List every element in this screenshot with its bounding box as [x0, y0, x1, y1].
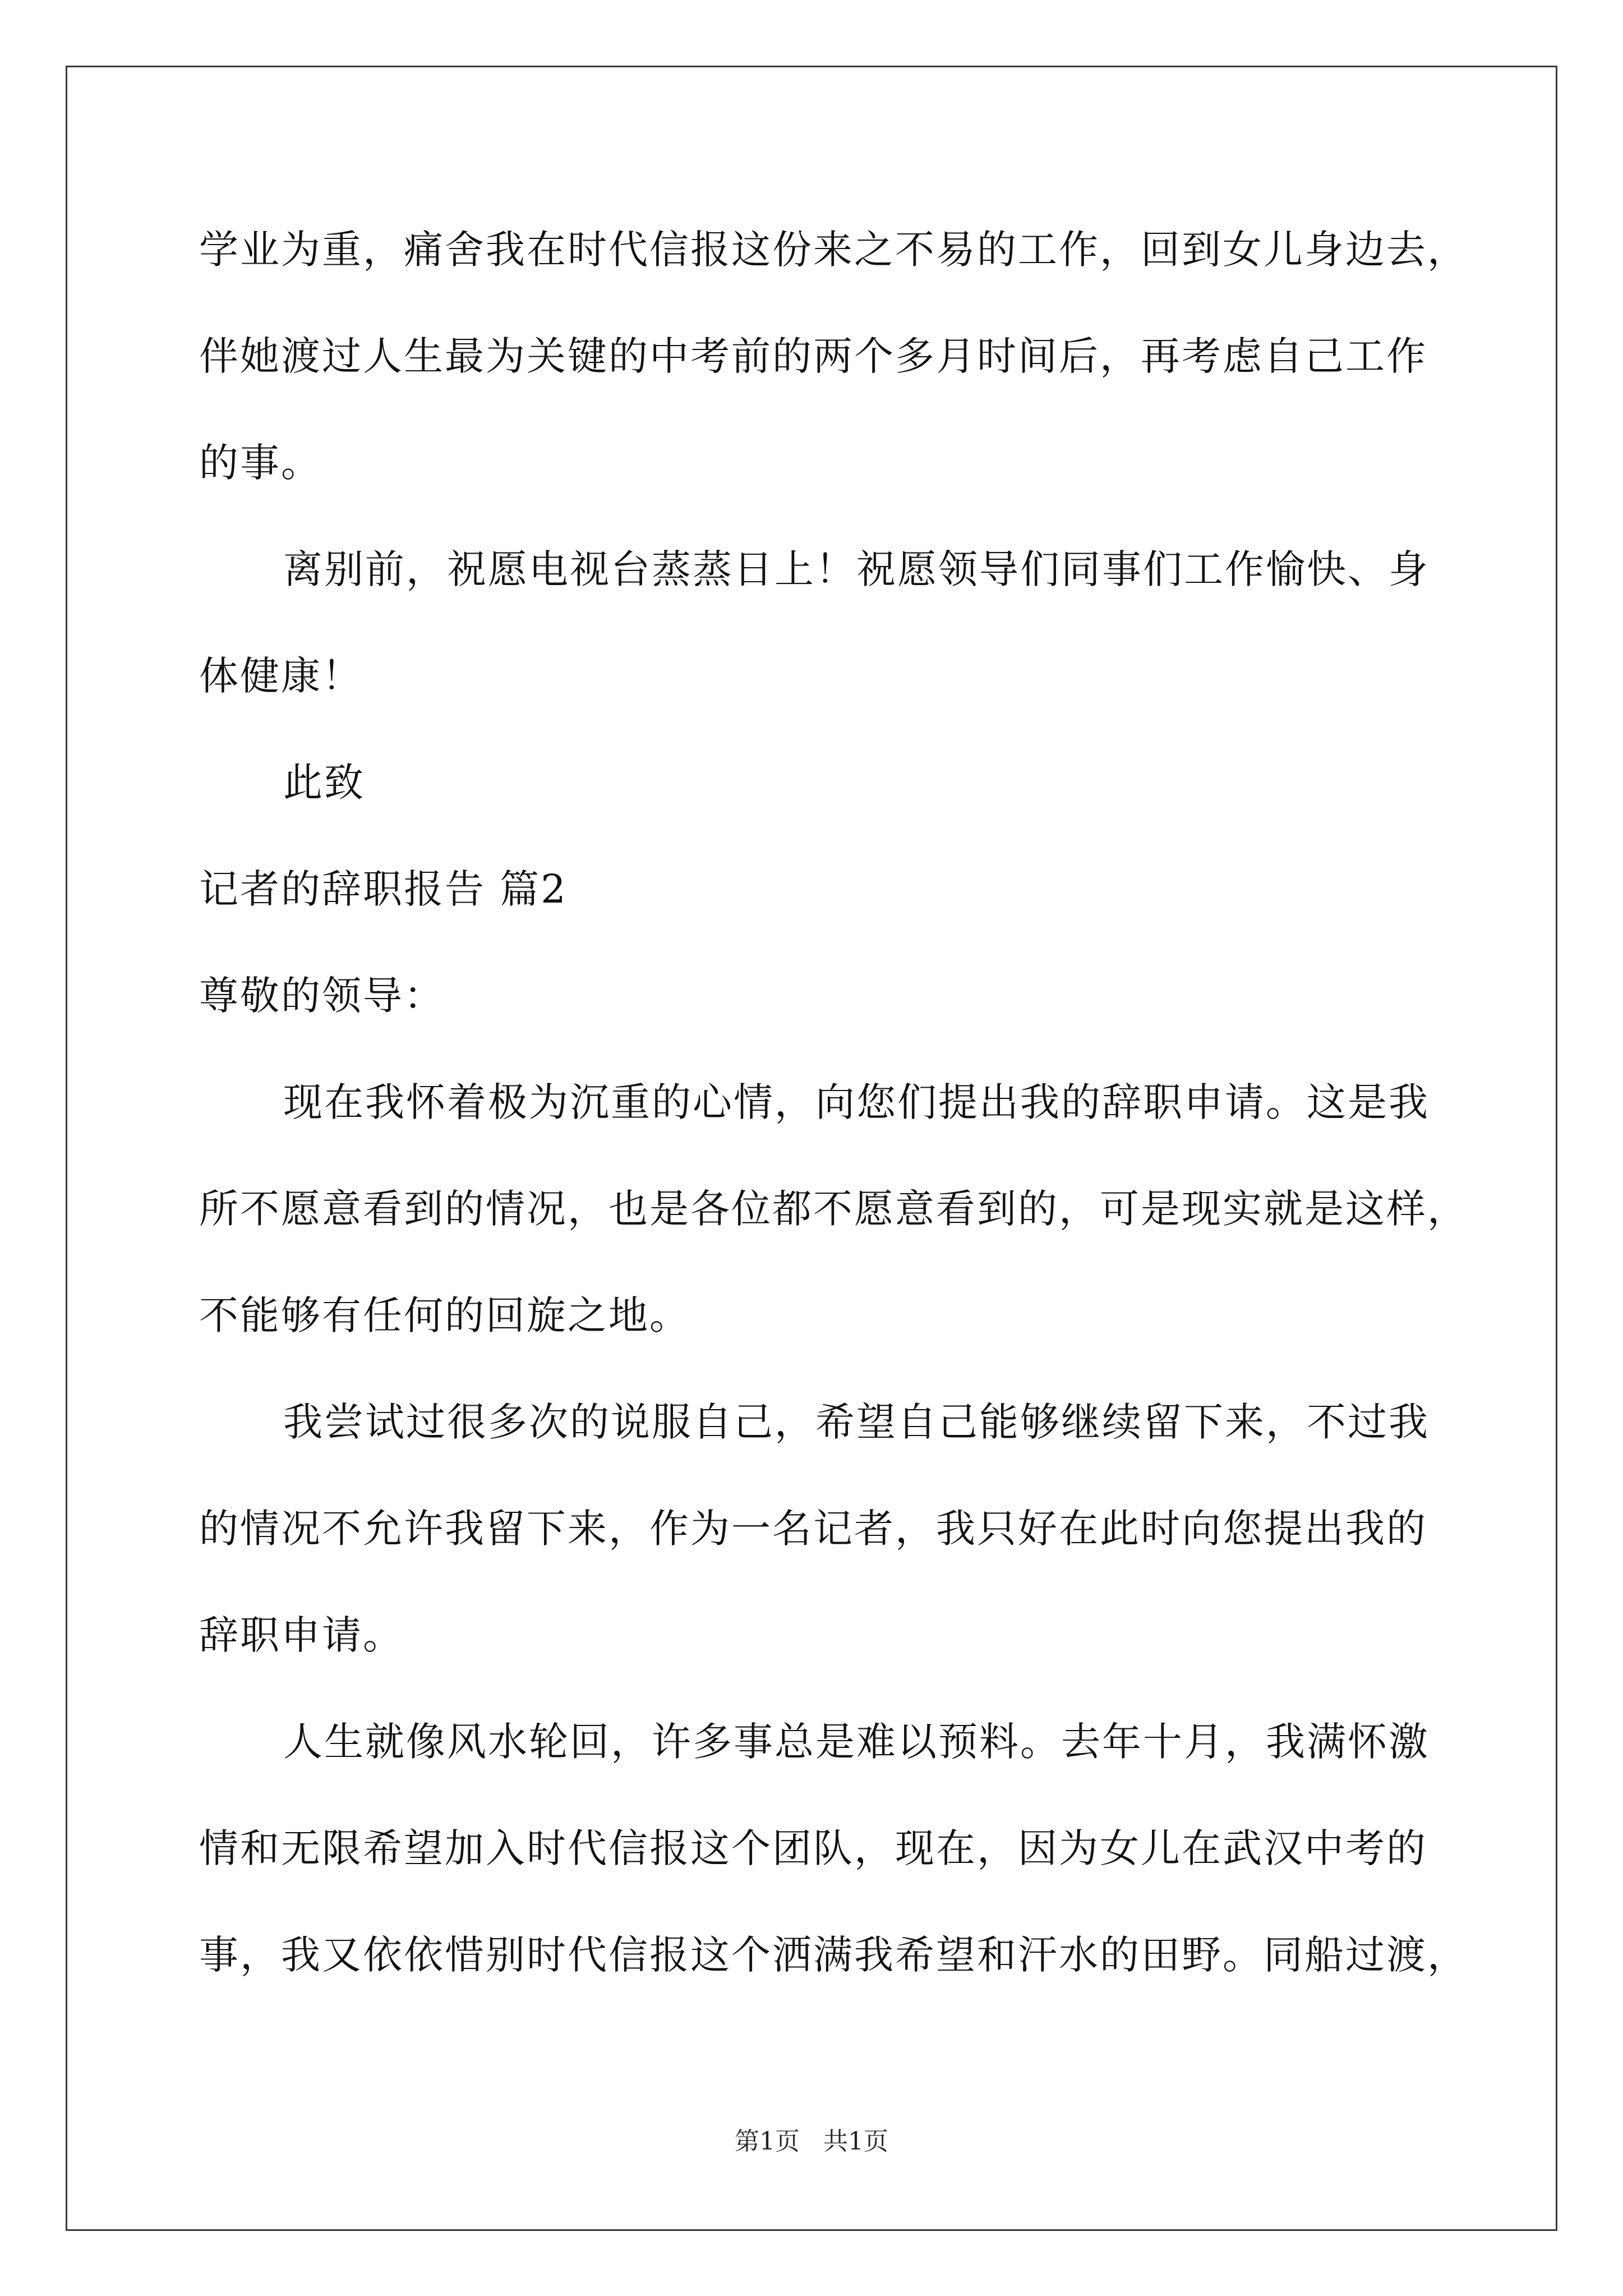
body-line-10: 所不愿意看到的情况，也是各位都不愿意看到的，可是现实就是这样， — [199, 1186, 1468, 1232]
body-line-15: 人生就像风水轮回，许多事总是难以预料。去年十月，我满怀激 — [283, 1719, 1430, 1765]
body-line-2: 伴她渡过人生最为关键的中考前的两个多月时间后，再考虑自己工作 — [199, 333, 1427, 379]
body-line-1: 学业为重，痛舍我在时代信报这份来之不易的工作，回到女儿身边去， — [199, 227, 1468, 273]
body-line-9: 现在我怀着极为沉重的心情，向您们提出我的辞职申请。这是我 — [283, 1079, 1430, 1125]
body-line-17: 事，我又依依惜别时代信报这个洒满我希望和汗水的田野。同船过渡， — [199, 1932, 1468, 1978]
body-line-12: 我尝试过很多次的说服自己，希望自己能够继续留下来，不过我 — [283, 1399, 1430, 1445]
page-number-footer: 第1页 共1页 — [735, 2127, 888, 2156]
body-line-13: 的情况不允许我留下来，作为一名记者，我只好在此时向您提出我的 — [199, 1506, 1427, 1552]
body-line-3: 的事。 — [199, 440, 322, 486]
body-line-5: 体健康！ — [199, 653, 363, 699]
greeting: 尊敬的领导： — [199, 973, 445, 1019]
closing-salutation: 此致 — [283, 760, 365, 806]
body-line-11: 不能够有任何的回旋之地。 — [199, 1292, 690, 1338]
body-line-4: 离别前，祝愿电视台蒸蒸日上！祝愿领导们同事们工作愉快、身 — [283, 546, 1430, 592]
body-line-14: 辞职申请。 — [199, 1612, 404, 1658]
page-border — [66, 66, 1557, 2231]
section-heading: 记者的辞职报告 篇2 — [199, 866, 568, 912]
body-line-16: 情和无限希望加入时代信报这个团队，现在，因为女儿在武汉中考的 — [199, 1825, 1427, 1871]
